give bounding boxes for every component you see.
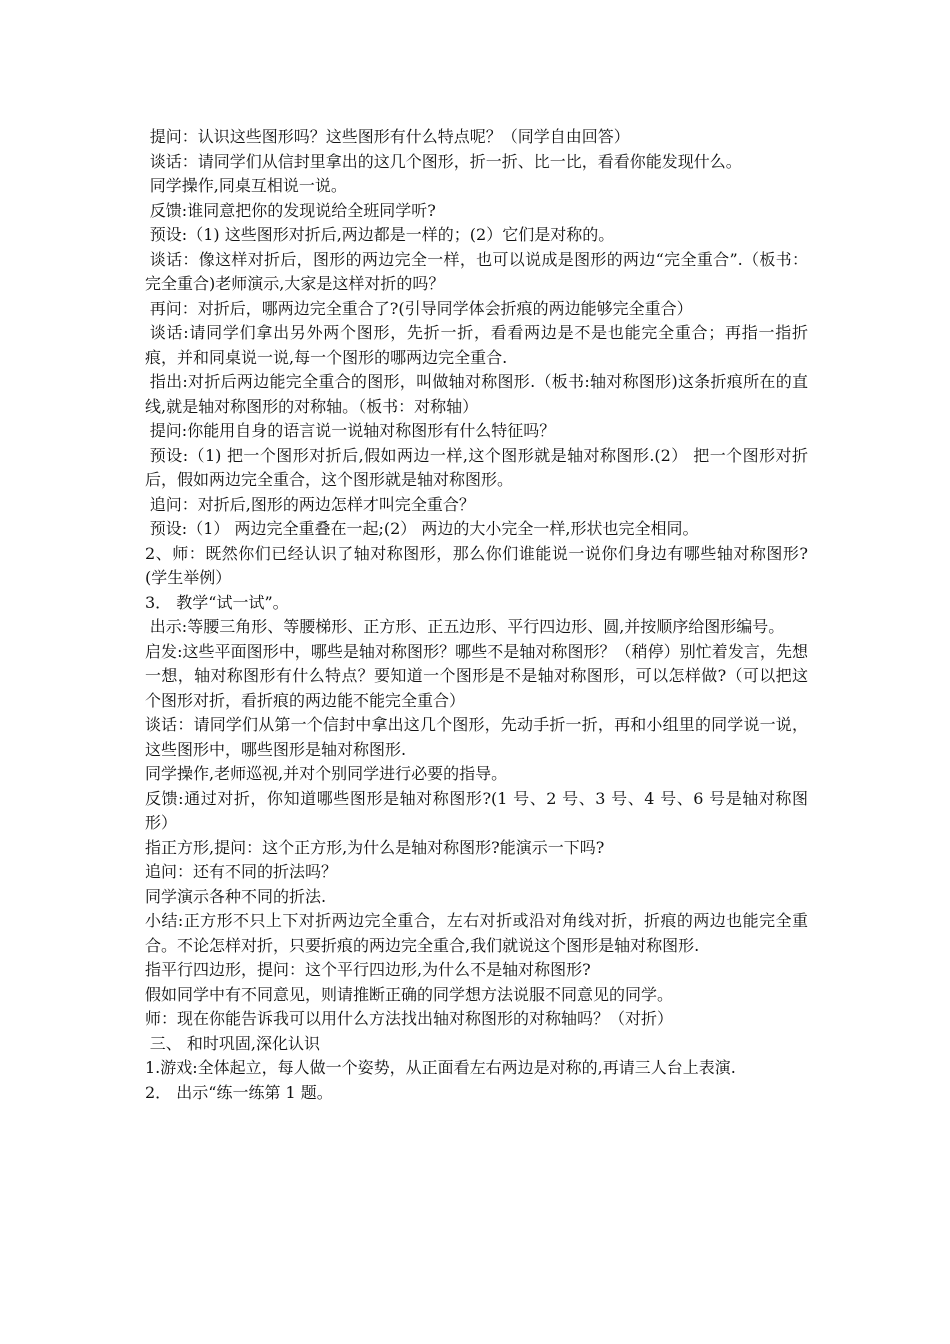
paragraph: 2． 出示“练一练第 1 题。 [145,1082,333,1102]
paragraph: 追问：对折后,图形的两边怎样才叫完全重合？ [149,494,475,514]
paragraph: 同学操作,老师巡视,并对个别同学进行必要的指导。 [145,764,508,783]
paragraph: 1.游戏:全体起立，每人做一个姿势，从正面看左右两边是对称的,再请三人台上表演. [145,1058,736,1077]
paragraph: 反馈:通过对折，你知道哪些图形是轴对称图形?(1 号、2 号、3 号、4 号、6 号是轴对称图形） [145,788,808,832]
paragraph: 预设:（1） 两边完全重叠在一起;(2） 两边的大小完全一样,形状也完全相同。 [149,519,699,538]
paragraph: 同学演示各种不同的折法. [145,886,327,906]
paragraph: 提问:你能用自身的语言说一说轴对称图形有什么特征吗？ [149,421,556,440]
paragraph: 再问：对折后，哪两边完全重合了?(引导同学体会折痕的两边能够完全重合） [149,298,693,318]
paragraph: 谈话：请同学们从信封里拿出的这几个图形，折一折、比一比，看看你能发现什么。 [149,151,742,171]
paragraph: 谈话：像这样对折后，图形的两边完全一样，也可以说成是图形的两边“完全重合”.（板书：完全重合)老师演示,大家是这样对折的吗？ [145,249,808,293]
paragraph: 预设:（1) 把一个图形对折后,假如两边一样,这个图形就是轴对称图形.(2） 把一个图形对折后，假如两边完全重合，这个图形就是轴对称图形。 [145,445,808,489]
paragraph: 出示:等腰三角形、等腰梯形、正方形、正五边形、平行四边形、圆,并按顺序给图形编号。 [149,617,785,636]
paragraph: 提问：认识这些图形吗？这些图形有什么特点呢？（同学自由回答） [149,127,630,146]
paragraph: 谈话：请同学们从第一个信封中拿出这几个图形，先动手折一折，再和小组里的同学说一说，这些图形中，哪些图形是轴对称图形. [145,715,808,759]
paragraph: 同学操作,同桌互相说一说。 [149,176,347,195]
paragraph: 追问：还有不同的折法吗？ [145,862,338,881]
paragraph: 小结:正方形不只上下对折两边完全重合，左右对折或沿对角线对折，折痕的两边也能完全重合。不论怎样对折，只要折痕的两边完全重合,我们就说这个图形是轴对称图形. [145,911,808,955]
paragraph: 师：现在你能告诉我可以用什么方法找出轴对称图形的对称轴吗？（对折） [145,1009,674,1028]
paragraph: 2、师：既然你们已经认识了轴对称图形，那么你们谁能说一说你们身边有哪些轴对称图形?(学生举例） [145,543,808,587]
paragraph: 3． 教学“试一试”。 [145,592,289,612]
paragraph: 谈话:请同学们拿出另外两个图形，先折一折，看看两边是不是也能完全重合；再指一指折痕，并和同桌说一说,每一个图形的哪两边完全重合. [145,323,808,367]
paragraph: 假如同学中有不同意见，则请推断正确的同学想方法说服不同意见的同学。 [145,984,674,1004]
paragraph: 三、 和时巩固,深化认识 [149,1033,320,1053]
paragraph: 指平行四边形，提问：这个平行四边形,为什么不是轴对称图形? [145,960,591,979]
document-body [145,125,808,1105]
paragraph: 预设:（1) 这些图形对折后,两边都是一样的；(2）它们是对称的。 [149,225,615,244]
paragraph: 指正方形,提问：这个正方形,为什么是轴对称图形?能演示一下吗? [145,837,605,857]
paragraph: 启发:这些平面图形中，哪些是轴对称图形？哪些不是轴对称图形？（稍停）别忙着发言，先想一想，轴对称图形有什么特点？要知道一个图形是不是轴对称图形，可以怎样做?（可以把这个图形对折，看折痕的两边能不能完全重合） [145,641,808,710]
paragraph: 指出:对折后两边能完全重合的图形，叫做轴对称图形.（板书:轴对称图形)这条折痕所在的直线,就是轴对称图形的对称轴。（板书：对称轴） [145,372,808,416]
paragraph: 反馈:谁同意把你的发现说给全班同学听? [149,200,436,220]
